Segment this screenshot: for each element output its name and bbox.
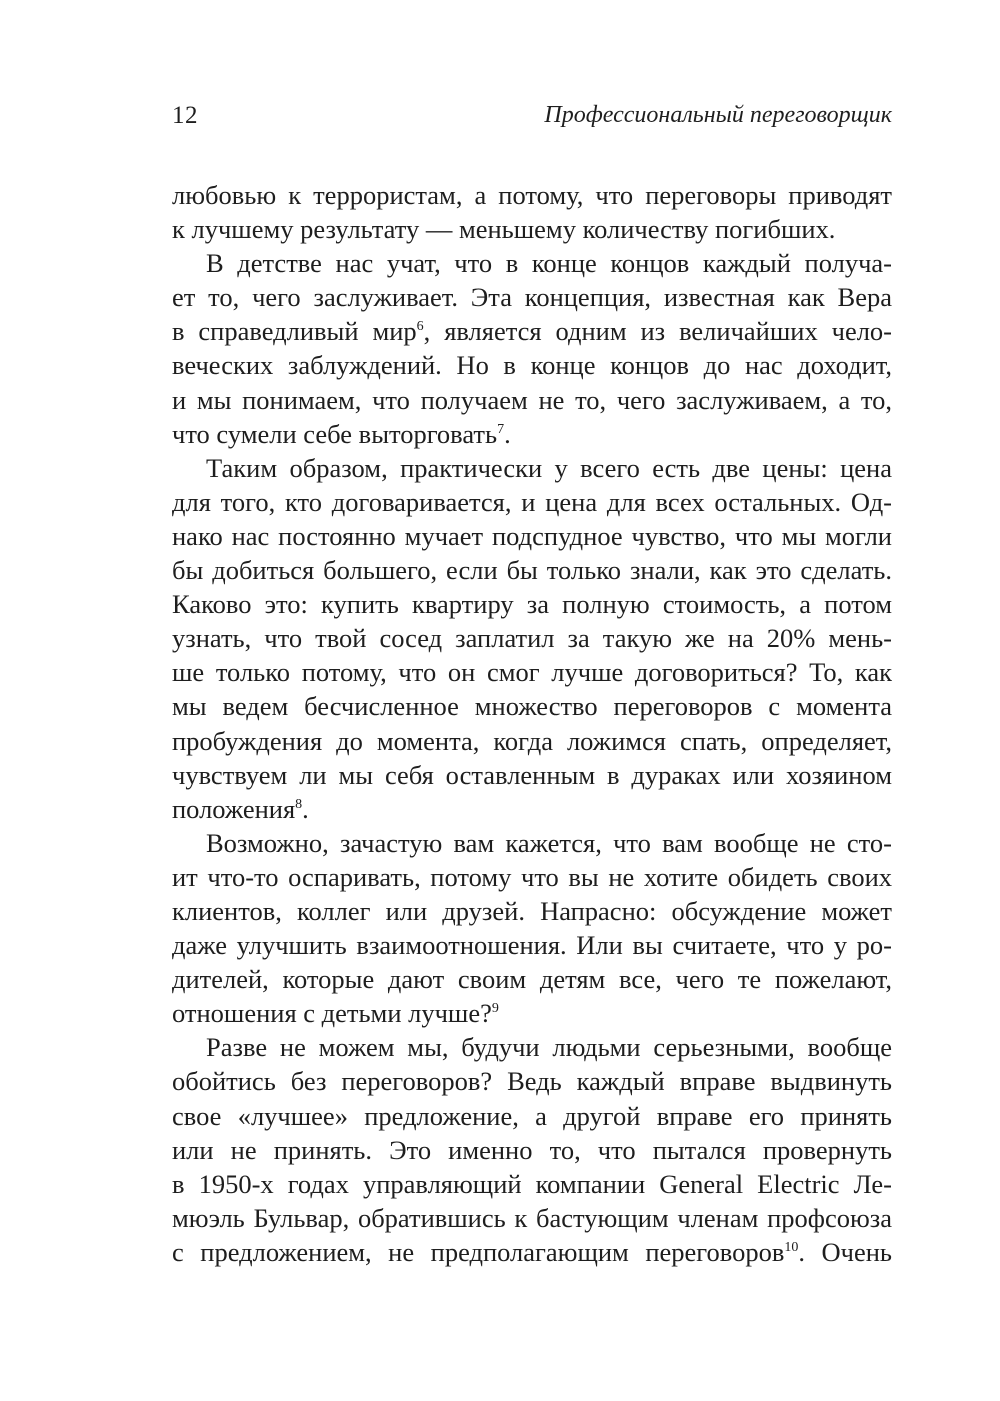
text-segment: с предложением, не предполагающим переговоров (172, 1236, 785, 1267)
text-line: в 1950-х годах управляющий компании General Electric Ле- (172, 1168, 892, 1199)
text-line: дителей, которые дают своим детям все, чего те пожелают, (172, 964, 892, 995)
text-line (172, 417, 892, 451)
text-line: клиентов, коллег или друзей. Напрасно: обсуждение может (172, 895, 892, 926)
text-line: ит что-то оспаривать, потому что вы не хотите обидеть своих (172, 861, 892, 892)
text-segment: . (504, 418, 511, 449)
text-segment: положения (172, 793, 296, 824)
text-segment: что сумели себе выторговать (172, 418, 498, 449)
text-line: или не принять. Это именно то, что пытался провернуть (172, 1134, 892, 1165)
text-line: и мы понимаем, что получаем не то, чего заслуживаем, а то, (172, 384, 892, 415)
text-line: Разве не можем мы, будучи людьми серьезными, вообще (206, 1032, 892, 1063)
text-line: бы добиться большего, если бы только знали, как это сделать. (172, 555, 892, 586)
text-line: Возможно, зачастую вам кажется, что вам вообще не сто- (206, 827, 892, 858)
text-line: для того, кто договаривается, и цена для всех остальных. Од- (172, 486, 892, 517)
text-line (172, 792, 892, 826)
text-line: ет то, чего заслуживает. Эта концепция, известная как Вера (172, 282, 892, 313)
text-line: Таким образом, практически у всего есть две цены: цена (206, 452, 892, 483)
footnote-ref: 6 (416, 319, 424, 335)
text-line: чувствуем ли мы себя оставленным в дураках или хозяином (172, 759, 892, 790)
page-number: 12 (172, 102, 198, 129)
text-line: веческих заблуждений. Но в конце концов до нас доходит, (172, 350, 892, 381)
footnote-ref: 10 (784, 1240, 799, 1256)
text-line: нако нас постоянно мучает подспудное чувство, что мы могли (172, 520, 892, 551)
body-text (172, 178, 892, 1269)
text-segment: в справедливый мир (172, 316, 417, 347)
text-line (172, 1235, 892, 1269)
footnote-ref: 9 (491, 1001, 499, 1017)
text-line: В детстве нас учат, что в конце концов каждый получа- (206, 248, 892, 279)
running-title: Профессиональный переговорщик (544, 102, 892, 128)
text-line: к лучшему результату — меньшему количеству погибших. (172, 214, 836, 245)
text-line: даже улучшить взаимоотношения. Или вы считаете, что у ро- (172, 930, 892, 961)
text-line: мы ведем бесчисленное множество переговоров с момента (172, 691, 892, 722)
text-line: ше только потому, что он смог лучше договориться? То, как (172, 657, 892, 688)
footnote-ref: 7 (497, 421, 505, 437)
text-segment: . (302, 793, 309, 824)
text-line: узнать, что твой сосед заплатил за такую же на 20% мень- (172, 623, 892, 654)
text-segment: , является одним из величайших чело- (423, 316, 893, 347)
text-line (172, 314, 892, 348)
page-header (172, 102, 892, 138)
text-line: обойтись без переговоров? Ведь каждый вправе выдвинуть (172, 1066, 892, 1097)
text-segment: . Очень (798, 1236, 892, 1267)
text-line: мюэль Бульвар, обратившись к бастующим членам профсоюза (172, 1202, 892, 1233)
text-line: Каково это: купить квартиру за полную стоимость, а потом (172, 589, 892, 620)
text-line (172, 996, 892, 1030)
text-line: любовью к террористам, а потому, что переговоры приводят (172, 180, 892, 210)
text-line: пробуждения до момента, когда ложимся спать, определяет, (172, 725, 892, 756)
footnote-ref: 8 (295, 796, 303, 812)
text-line: свое «лучшее» предложение, а другой вправе его принять (172, 1100, 892, 1131)
text-segment: отношения с детьми лучше? (172, 998, 492, 1029)
